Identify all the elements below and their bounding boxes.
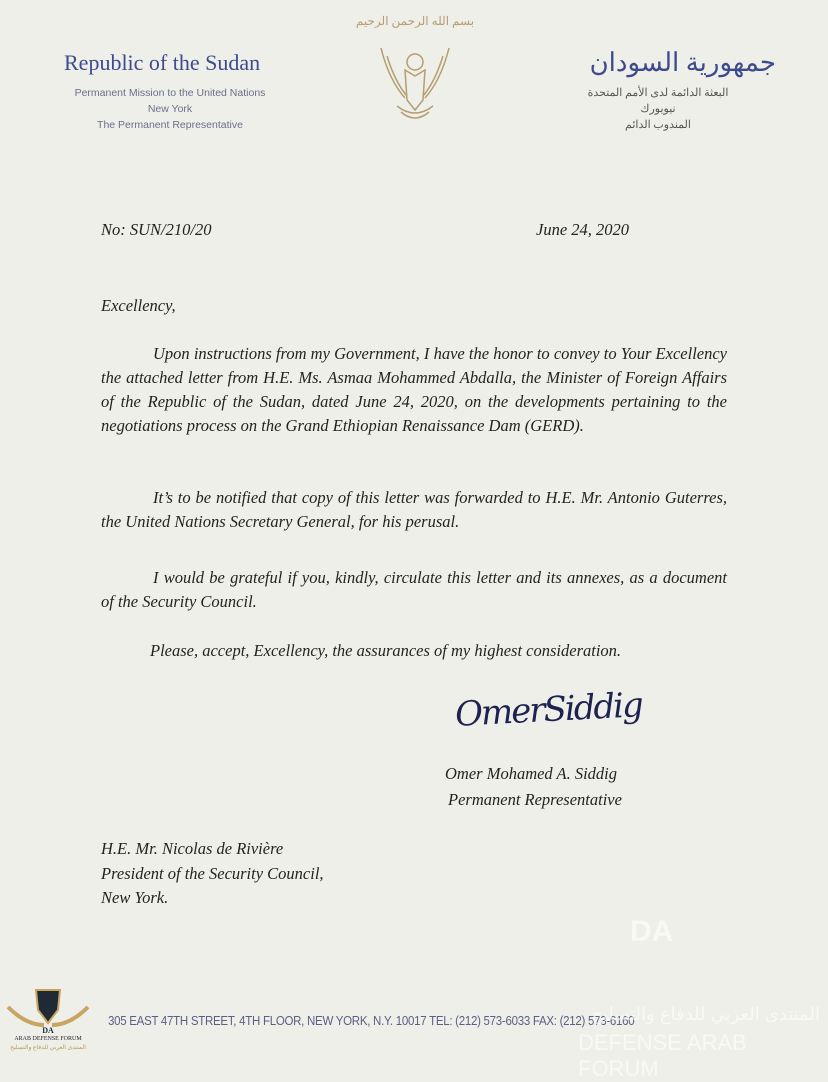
signer-title: Permanent Representative (448, 790, 622, 809)
representative-line-ar: المندوب الدائم (625, 119, 691, 131)
forum-logo-icon (6, 985, 90, 1035)
watermark-text: DEFENSE ARAB FORUM (578, 1030, 747, 1081)
paragraph-2: It’s to be notified that copy of this letter was forwarded to H.E. Mr. Antonio Guterres, the United Nations Secretary General, for his perusal. (101, 488, 727, 531)
addressee-name: H.E. Mr. Nicolas de Rivière (101, 839, 284, 858)
paragraph-3: I would be grateful if you, kindly, circulate this letter and its annexes, as a document of the Security Council. (101, 568, 727, 611)
addressee (101, 837, 324, 911)
salutation: Excellency, (101, 296, 176, 315)
footer-address: 305 EAST 47TH STREET, 4TH FLOOR, NEW YORK, N.Y. 10017 TEL: (212) 573-6033 FAX: (212) 573-6160 (108, 1014, 635, 1028)
addressee-title: President of the Security Council, (101, 863, 324, 883)
reference-number: No: SUN/210/20 (101, 220, 212, 239)
forum-logo-text: ARAB DEFENSE FORUM (14, 1036, 82, 1042)
letterhead-title-ar: جمهورية السودان (589, 48, 776, 77)
addressee-city: New York. (101, 888, 169, 907)
letterhead-title-en: Republic of the Sudan (64, 50, 261, 75)
paragraph-1: Upon instructions from my Government, I have the honor to convey to Your Excellency the attached letter from H.E. Ms. Asmaa Mohammed Abdalla, the Minister of Foreign Affairs of the Republic of the Sudan, dated June 24, 2020, on the developments pertaining to the negotiations process on the Grand Ethiopian Renaissance Dam (GERD). (101, 344, 727, 435)
letter-date: June 24, 2020 (536, 220, 630, 239)
mission-line: Permanent Mission to the United Nations (74, 87, 266, 99)
sudan-emblem-icon (375, 40, 455, 125)
watermark-text-ar: المنتدى العربي للدفاع والتسليح (591, 1004, 820, 1024)
signer-name: Omer Mohamed A. Siddig (445, 764, 618, 783)
svg-text:DA: DA (42, 1026, 54, 1035)
city-line-ar: نيويورك (640, 103, 676, 115)
signature: OmerSiddig (454, 685, 643, 735)
paragraph-4: Please, accept, Excellency, the assurances of my highest consideration. (150, 641, 622, 660)
mission-line-ar: البعثة الدائمة لدى الأمم المتحدة (587, 87, 729, 99)
letterhead-subtitle-en (60, 85, 280, 133)
forum-logo-text-ar: المنتدى العربي للدفاع والتسليح (10, 1045, 86, 1051)
city-line: New York (147, 103, 193, 115)
bismillah: بسم الله الرحمن الرحيم (355, 14, 475, 28)
letterhead-subtitle-ar (548, 85, 768, 133)
representative-line: The Permanent Representative (97, 119, 243, 131)
watermark-initials: DA (630, 915, 674, 948)
